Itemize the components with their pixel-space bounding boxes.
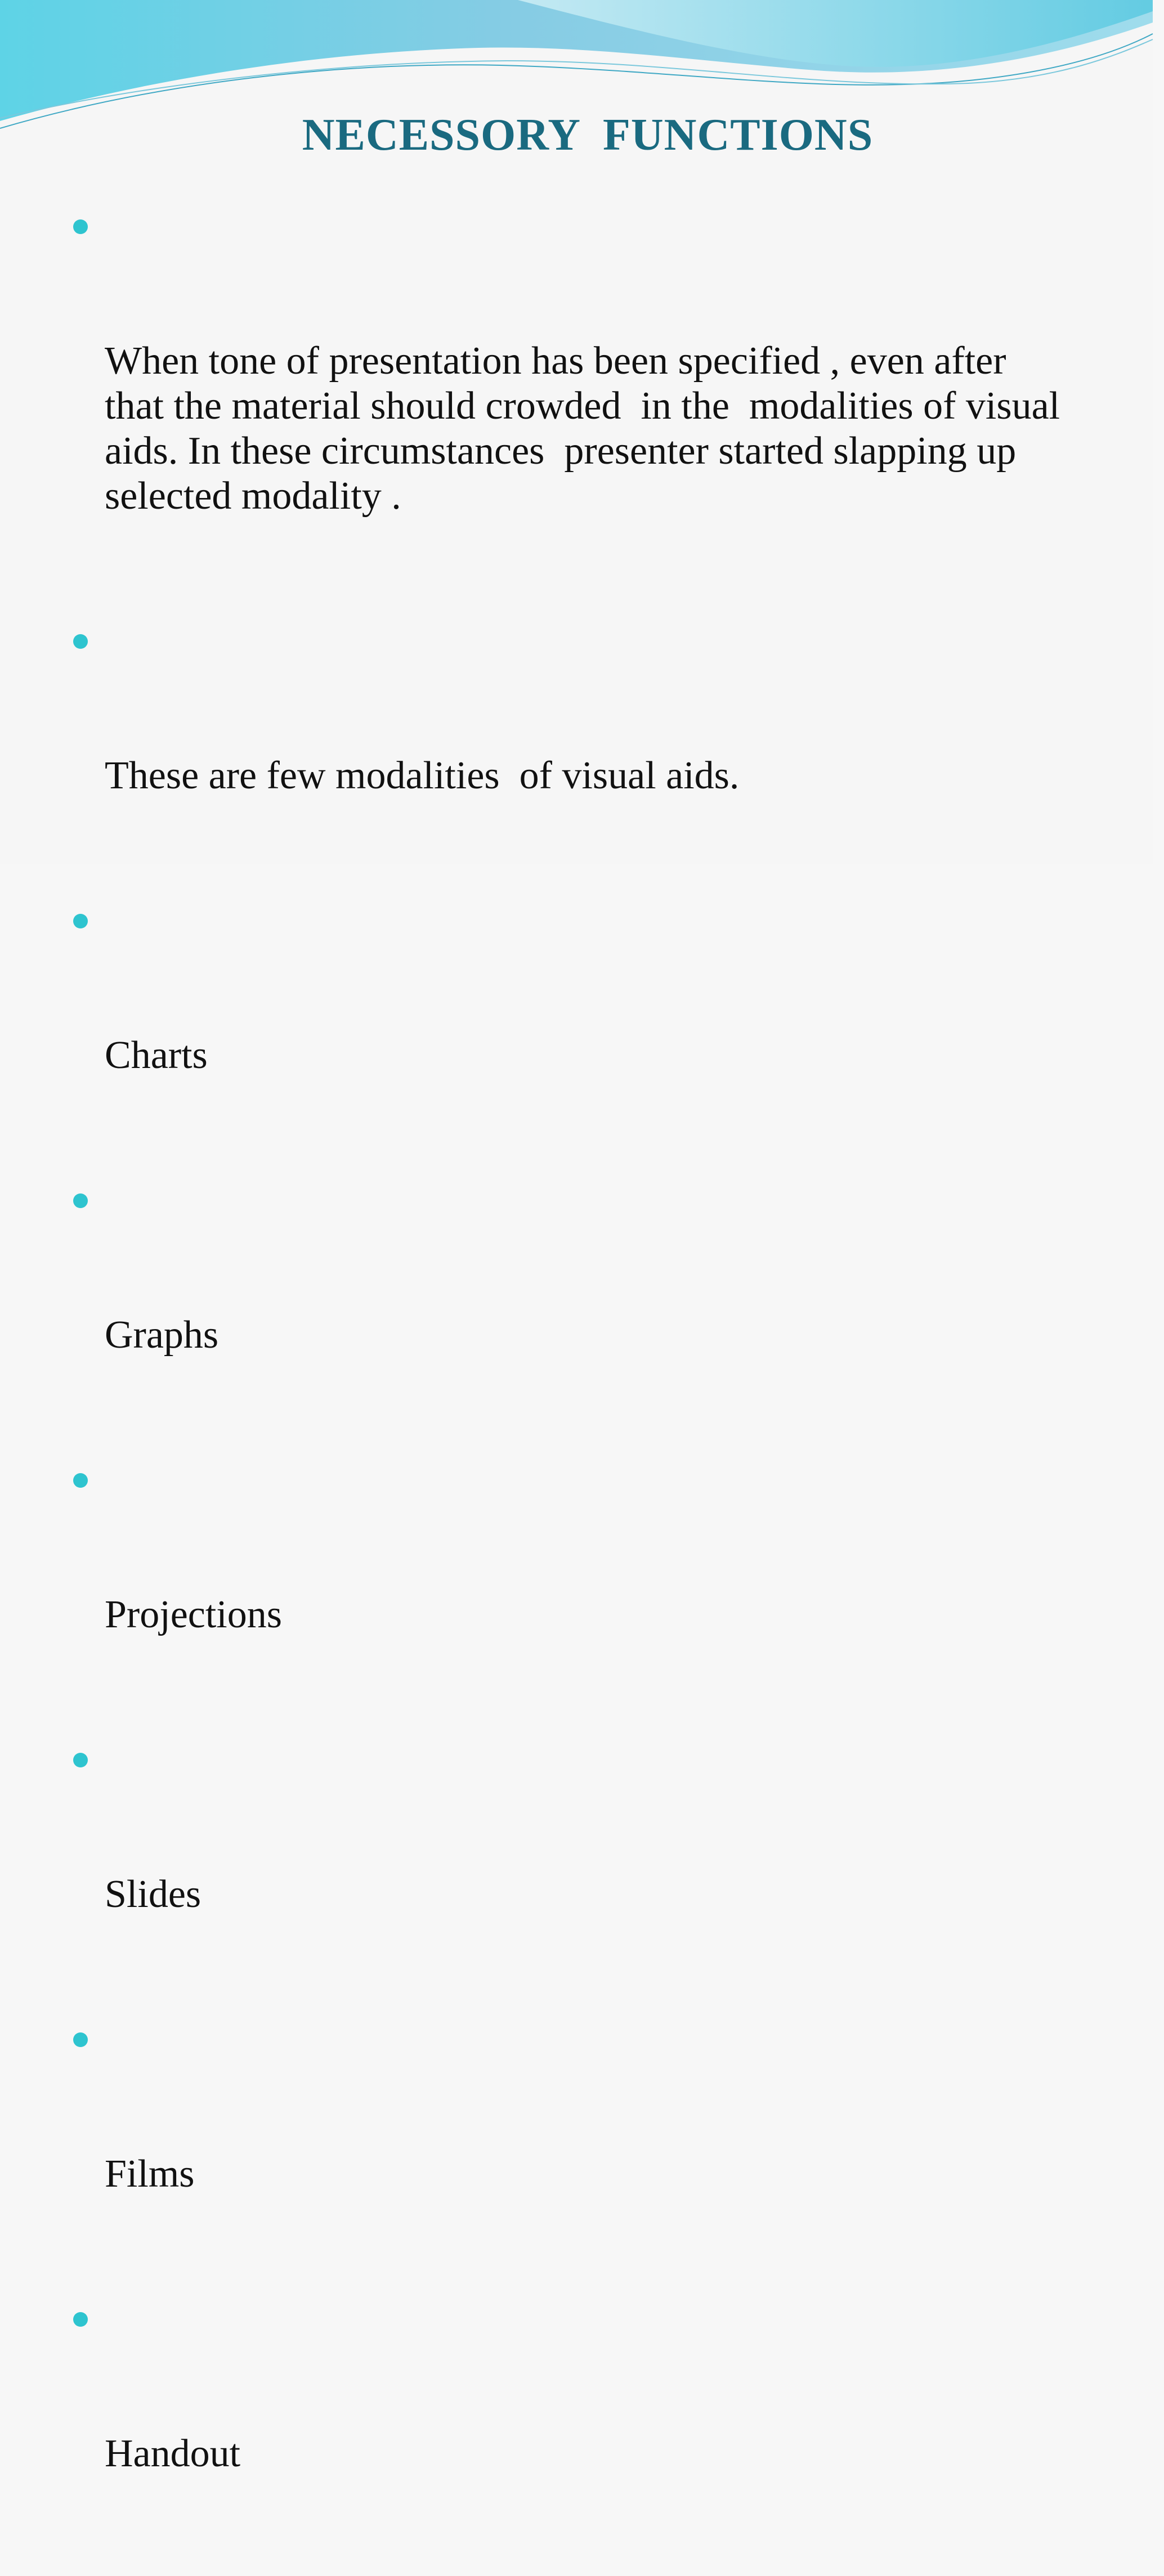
list-item-text: Graphs xyxy=(105,1313,219,1357)
list-item-text: Handout xyxy=(105,2432,241,2475)
bullet-dot-icon xyxy=(73,2312,88,2327)
bullet-dot-icon xyxy=(73,1473,88,1488)
bullet-dot-icon xyxy=(73,1753,88,1767)
bullet-list xyxy=(72,204,1070,2576)
bullet-dot-icon xyxy=(73,219,88,234)
list-item-text: Slides xyxy=(105,1873,202,1916)
bullet-dot-icon xyxy=(73,914,88,928)
list-item xyxy=(72,204,1070,609)
bullet-dot-icon xyxy=(73,634,88,649)
list-item-text: Projections xyxy=(105,1593,282,1636)
list-item xyxy=(72,898,1063,1168)
bullet-dot-icon xyxy=(73,1193,88,1208)
list-item-text: Charts xyxy=(105,1034,208,1077)
bullet-dot-icon xyxy=(73,2032,88,2047)
slide-title: NECESSORY FUNCTIONS xyxy=(302,110,874,160)
list-item-text: When tone of presentation has been specified , even after that the material should crowded in the modalities of visual aids. In these circumstances presenter started slapping up selected modality . xyxy=(105,339,1070,518)
list-item xyxy=(72,1178,1063,1448)
list-item xyxy=(72,1457,1063,1727)
list-item xyxy=(72,1737,1063,2007)
list-item-text: These are few modalities of visual aids. xyxy=(105,754,740,797)
list-item-text: Films xyxy=(105,2152,195,2196)
list-item xyxy=(72,2296,1063,2566)
list-item xyxy=(72,2017,1063,2287)
list-item xyxy=(72,618,1063,888)
